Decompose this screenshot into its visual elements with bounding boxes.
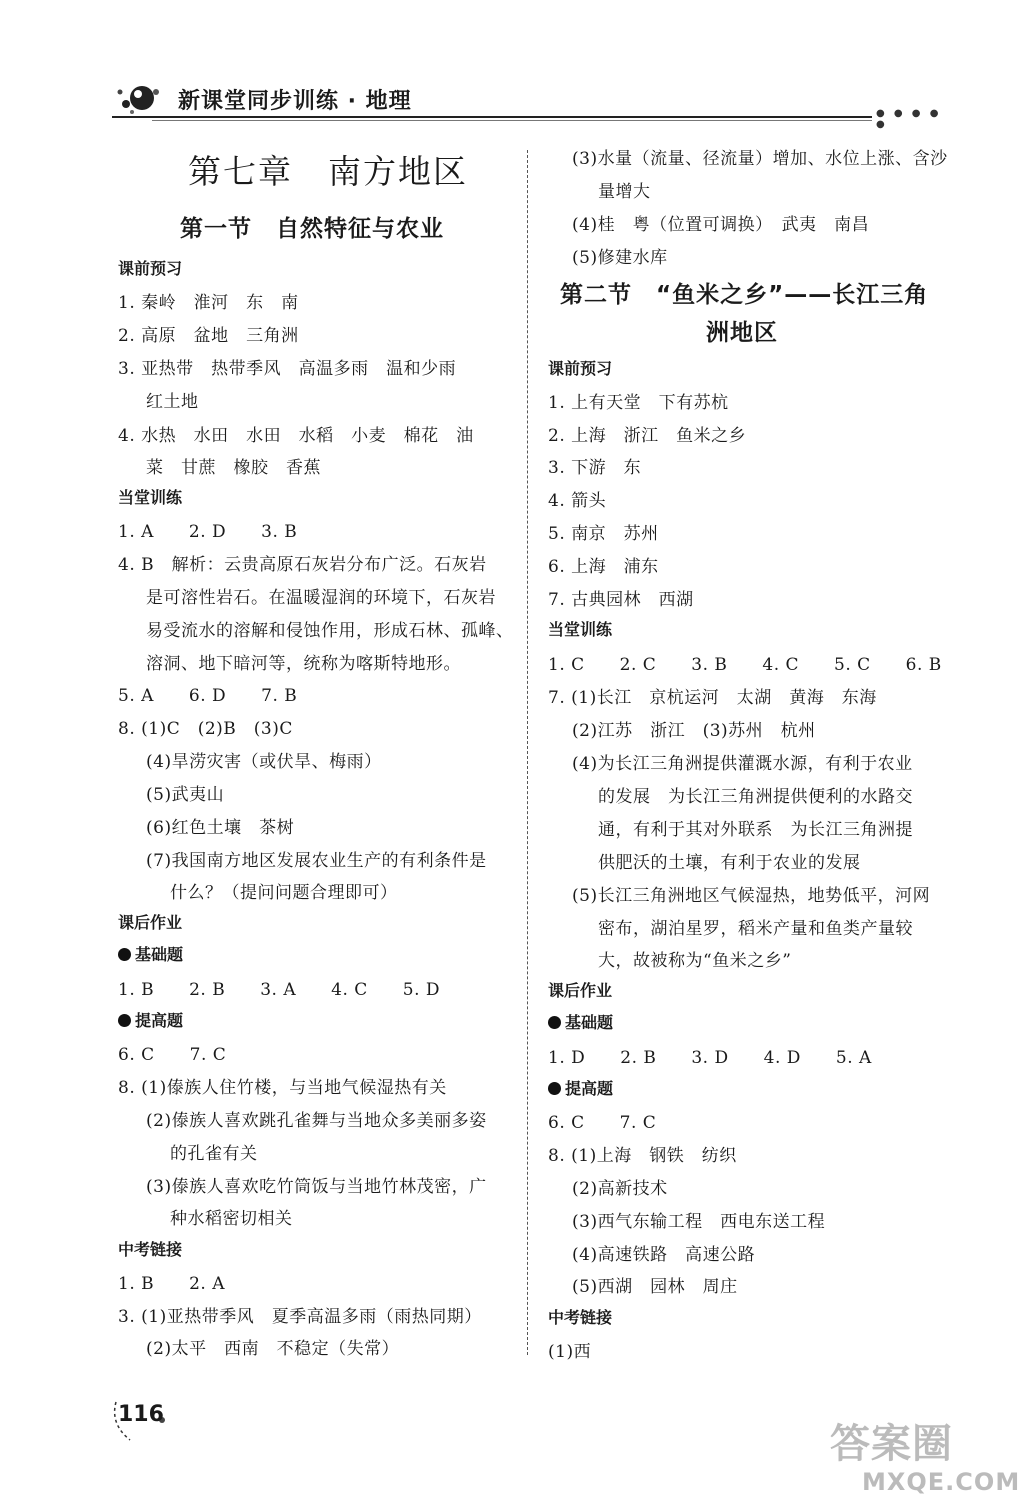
answer-line: (3)西气东输工程 西电东送工程 [572, 1212, 826, 1232]
answer-line: (1)西 [548, 1342, 592, 1362]
watermark-logo: 答案圈 [830, 1421, 953, 1467]
answer-line: 通，有利于其对外联系 为长江三角洲提 [598, 820, 913, 840]
answer-line: (5)长江三角洲地区气候湿热，地势低平，河网 [572, 886, 931, 906]
answer-line: (5)武夷山 [146, 785, 225, 805]
answer-line: (2)傣族人喜欢跳孔雀舞与当地众多美丽多姿 [146, 1111, 487, 1131]
bullet-dot-icon [118, 948, 131, 961]
preview-heading: 课前预习 [118, 259, 183, 278]
advanced-heading [548, 1076, 613, 1099]
answer-line: 2. 高原 盆地 三角洲 [118, 326, 299, 346]
exam-heading: 中考链接 [548, 1308, 613, 1327]
basic-heading-label: 基础题 [565, 1013, 614, 1032]
class-heading: 当堂训练 [548, 620, 613, 639]
answer-line: 密布，湖泊星罗，稻米产量和鱼类产量较 [598, 919, 913, 939]
page-header [112, 78, 942, 128]
answer-line: 4. B 解析：云贵高原石灰岩分布广泛。石灰岩 [118, 555, 487, 575]
answer-line: (7)我国南方地区发展农业生产的有利条件是 [146, 851, 487, 871]
section-title-1: 第一节 自然特征与农业 [180, 216, 444, 242]
page-number: 116 [118, 1402, 164, 1427]
answer-line: 6. 上海 浦东 [548, 557, 659, 577]
answer-line: (2)江苏 浙江 (3)苏州 杭州 [572, 721, 816, 741]
answer-line: 的发展 为长江三角洲提供便利的水路交 [598, 787, 913, 807]
watermark-url: MXQE.COM [862, 1468, 1020, 1496]
answer-line: (3)水量（流量、径流量）增加、水位上涨、含沙 [572, 149, 948, 169]
answer-line: 大，故被称为“鱼米之乡” [598, 951, 792, 971]
answer-line: 的孔雀有关 [170, 1144, 258, 1164]
advanced-heading-label: 提高题 [135, 1011, 184, 1030]
preview-heading: 课前预习 [548, 359, 613, 378]
answer-line: (3)傣族人喜欢吃竹筒饭与当地竹林茂密，广 [146, 1177, 487, 1197]
answer-line: (4)为长江三角洲提供灌溉水源，有利于农业 [572, 754, 913, 774]
basic-heading-label: 基础题 [135, 945, 184, 964]
answer-line: 1. B 2. A [118, 1274, 226, 1294]
header-dots-decoration: ● ● ● ● ● [876, 108, 942, 130]
answer-line: 5. 南京 苏州 [548, 524, 659, 544]
answer-line: (5)修建水库 [572, 248, 668, 268]
answer-line: (4)桂 粤（位置可调换） 武夷 南昌 [572, 215, 870, 235]
section-title-2-cont: 洲地区 [706, 320, 778, 346]
header-rule-thin [152, 120, 872, 121]
answer-line: 1. 上有天堂 下有苏杭 [548, 393, 729, 413]
answer-line: 8. (1)C (2)B (3)C [118, 719, 293, 739]
answer-line: 1. D 2. B 3. D 4. D 5. A [548, 1048, 872, 1068]
answer-line: 1. B 2. B 3. A 4. C 5. D [118, 980, 441, 1000]
answer-line: 是可溶性岩石。在温暖湿润的环境下，石灰岩 [146, 588, 496, 608]
class-heading: 当堂训练 [118, 488, 183, 507]
answer-line: 8. (1)上海 钢铁 纺织 [548, 1146, 737, 1166]
chapter-title: 第七章 南方地区 [188, 152, 468, 191]
bullet-dot-icon [548, 1082, 561, 1095]
answer-line: 易受流水的溶解和侵蚀作用，形成石林、孤峰、 [146, 621, 514, 641]
column-divider [527, 150, 528, 1355]
bullet-dot-icon [548, 1016, 561, 1029]
homework-heading: 课后作业 [548, 981, 613, 1000]
advanced-heading-label: 提高题 [565, 1079, 614, 1098]
answer-line: (5)西湖 园林 周庄 [572, 1277, 738, 1297]
answer-line: 7. (1)长江 京杭运河 太湖 黄海 东海 [548, 688, 877, 708]
answer-line: 1. A 2. D 3. B [118, 522, 298, 542]
header-title: 新课堂同步训练 · 地理 [178, 89, 412, 114]
basic-heading [548, 1010, 613, 1033]
section-title-2: 第二节 “鱼米之乡”——长江三角 [560, 282, 929, 308]
answer-line: 6. C 7. C [548, 1113, 657, 1133]
answer-line: 2. 上海 浙江 鱼米之乡 [548, 426, 747, 446]
exam-heading: 中考链接 [118, 1240, 183, 1259]
answer-line: (6)红色土壤 茶树 [146, 818, 295, 838]
answer-line: 3. 下游 东 [548, 458, 642, 478]
answer-line: 1. C 2. C 3. B 4. C 5. C 6. B [548, 655, 942, 675]
answer-line: 4. 箭头 [548, 491, 607, 511]
answer-line: 红土地 [146, 392, 199, 412]
answer-line: 8. (1)傣族人住竹楼，与当地气候湿热有关 [118, 1078, 447, 1098]
answer-line: 溶洞、地下暗河等，统称为喀斯特地形。 [146, 654, 461, 674]
answer-line: 1. 秦岭 淮河 东 南 [118, 293, 299, 313]
basic-heading [118, 942, 183, 965]
answer-line: 什么？（提问问题合理即可） [170, 883, 398, 903]
answer-line: (2)高新技术 [572, 1179, 668, 1199]
answer-line: 菜 甘蔗 橡胶 香蕉 [146, 458, 321, 478]
answer-line: 供肥沃的土壤，有利于农业的发展 [598, 853, 861, 873]
answer-line: (2)太平 西南 不稳定（失常） [146, 1339, 400, 1359]
answer-line: 3. 亚热带 热带季风 高温多雨 温和少雨 [118, 359, 457, 379]
answer-line: 种水稻密切相关 [170, 1209, 293, 1229]
answer-line: 量增大 [598, 182, 651, 202]
answer-line: 5. A 6. D 7. B [118, 686, 298, 706]
advanced-heading [118, 1008, 183, 1031]
answer-line: 7. 古典园林 西湖 [548, 590, 694, 610]
header-rule [112, 116, 872, 118]
answer-line: 6. C 7. C [118, 1045, 227, 1065]
homework-heading: 课后作业 [118, 913, 183, 932]
answer-line: (4)高速铁路 高速公路 [572, 1245, 756, 1265]
bullet-dot-icon [118, 1014, 131, 1027]
answer-line: 3. (1)亚热带季风 夏季高温多雨（雨热同期） [118, 1307, 482, 1327]
answer-line: (4)旱涝灾害（或伏旱、梅雨） [146, 752, 382, 772]
answer-line: 4. 水热 水田 水田 水稻 小麦 棉花 油 [118, 426, 474, 446]
